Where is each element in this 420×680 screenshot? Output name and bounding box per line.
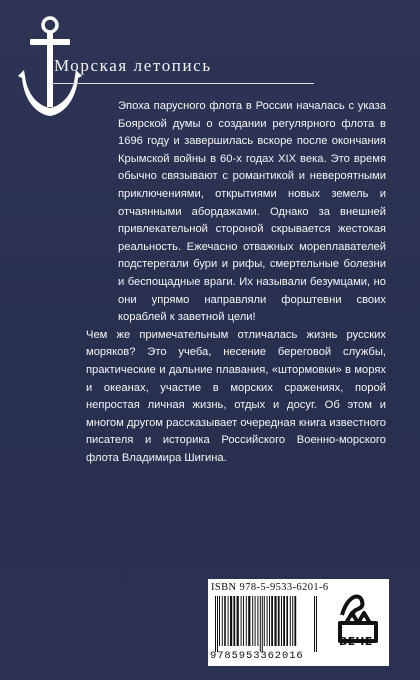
description-paragraph-2: Чем же примечательным отличалась жизнь русских моряков? Это учеба, несение береговой службы, практические и дальние плавания, «штормовки» в морях и океанах, участие в морских сражениях, порой непростая личная жизнь, отдых и досуг. Об этом и многом другом рассказывает очередная книга известного писателя и историка Российского Военно-морского флота Владимира Шигина. bbox=[86, 328, 386, 464]
barcode-digits: 9785953362016 bbox=[210, 650, 304, 662]
barcode bbox=[214, 596, 318, 652]
book-description bbox=[86, 98, 386, 467]
barcode-panel bbox=[208, 579, 389, 666]
publisher-name: ВЕЧЕ bbox=[339, 635, 373, 648]
isbn-label: ISBN 978-5-9533-6201-6 bbox=[211, 582, 329, 593]
series-title: Морская летопись bbox=[54, 56, 212, 75]
series-divider bbox=[52, 83, 314, 84]
description-paragraph-1: Эпоха парусного флота в России началась с указа Боярской думы о создании регулярного флота в 1696 году и завершилась вскоре после окончания Крымской войны в 60-х годах XIX века. Это время обычно связывают с романтикой и невероятными приключениями, открытиями новых земель и отчаянными абордажами. Однако за внешней привлекательной стороной скрывается жестокая реальность. Ежечасно отважных мореплавателей подстерегали бури и рифы, смертельные болезни и беспощадные враги. Их называли безумцами, но они упрямо направляли форштевни своих кораблей к заветной цели! bbox=[118, 100, 386, 324]
